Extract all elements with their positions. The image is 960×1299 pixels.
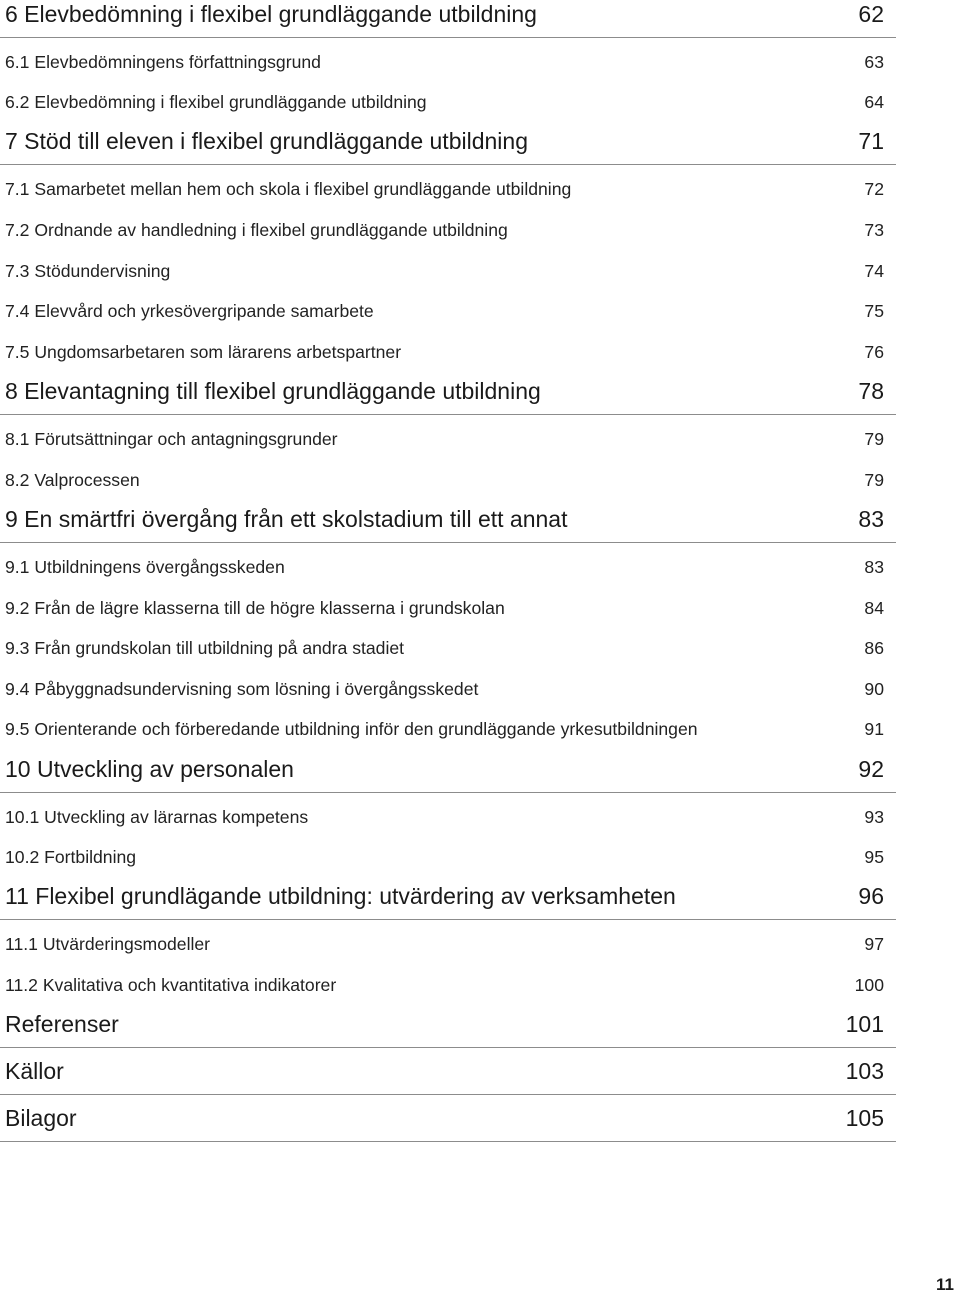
- toc-entry-title: 6.2 Elevbedömning i flexibel grundläggande utbildning: [5, 92, 427, 112]
- toc-section-9-1[interactable]: [0, 556, 896, 586]
- toc-section-6-1[interactable]: [0, 51, 896, 81]
- toc-entry-page: 90: [864, 679, 884, 699]
- toc-entry-page: 96: [858, 883, 884, 909]
- toc-entry-page: 79: [864, 429, 884, 449]
- toc-chapter-11[interactable]: [0, 882, 896, 920]
- toc-entry-title: 9.4 Påbyggnadsundervisning som lösning i övergångsskedet: [5, 679, 479, 699]
- toc-section-10-2[interactable]: [0, 846, 896, 876]
- toc-entry-page: 103: [845, 1058, 884, 1084]
- toc-entry-page: 93: [864, 807, 884, 827]
- toc-chapter-7[interactable]: [0, 127, 896, 165]
- toc-section-6-2[interactable]: [0, 91, 896, 121]
- toc-referenser[interactable]: [0, 1010, 896, 1048]
- toc-entry-title: 11 Flexibel grundlägande utbildning: utvärdering av verksamheten: [5, 883, 676, 909]
- toc-entry-title: 7.2 Ordnande av handledning i flexibel grundläggande utbildning: [5, 220, 508, 240]
- toc-entry-title: 7.5 Ungdomsarbetaren som lärarens arbetspartner: [5, 342, 402, 362]
- toc-chapter-9[interactable]: [0, 505, 896, 543]
- toc-entry-title: 10 Utveckling av personalen: [5, 756, 294, 782]
- toc-entry-title: 7.4 Elevvård och yrkesövergripande samarbete: [5, 301, 374, 321]
- toc-entry-title: 9.1 Utbildningens övergångsskeden: [5, 557, 285, 577]
- toc-entry-page: 64: [864, 92, 884, 112]
- toc-entry-page: 100: [854, 975, 884, 995]
- toc-entry-page: 72: [864, 179, 884, 199]
- toc-section-8-2[interactable]: [0, 469, 896, 499]
- toc-entry-page: 91: [864, 719, 884, 739]
- toc-entry-title: Bilagor: [5, 1105, 77, 1131]
- toc-section-9-3[interactable]: [0, 637, 896, 667]
- toc-entry-page: 73: [864, 220, 884, 240]
- toc-section-11-2[interactable]: [0, 974, 896, 1004]
- toc-entry-title: 10.1 Utveckling av lärarnas kompetens: [5, 807, 309, 827]
- toc-entry-title: Källor: [5, 1058, 64, 1084]
- toc-section-8-1[interactable]: [0, 428, 896, 458]
- toc-entry-page: 83: [858, 506, 884, 532]
- toc-entry-page: 62: [858, 1, 884, 27]
- toc-entry-page: 95: [864, 847, 884, 867]
- toc-entry-title: 11.1 Utvärderingsmodeller: [5, 934, 211, 954]
- toc-kallor[interactable]: [0, 1057, 896, 1095]
- toc-entry-page: 79: [864, 470, 884, 490]
- toc-entry-title: 8.2 Valprocessen: [5, 470, 140, 490]
- toc-entry-page: 86: [864, 638, 884, 658]
- toc-section-9-4[interactable]: [0, 678, 896, 708]
- toc-entry-page: 92: [858, 756, 884, 782]
- toc-section-7-2[interactable]: [0, 219, 896, 249]
- toc-entry-title: 7.3 Stödundervisning: [5, 261, 171, 281]
- toc-entry-title: 9.3 Från grundskolan till utbildning på andra stadiet: [5, 638, 405, 658]
- toc-section-7-5[interactable]: [0, 341, 896, 371]
- toc-entry-page: 71: [858, 128, 884, 154]
- toc-section-7-3[interactable]: [0, 260, 896, 290]
- toc-chapter-8[interactable]: [0, 377, 896, 415]
- toc-section-11-1[interactable]: [0, 933, 896, 963]
- toc-section-10-1[interactable]: [0, 806, 896, 836]
- toc-entry-title: 8.1 Förutsättningar och antagningsgrunder: [5, 429, 338, 449]
- toc-section-9-2[interactable]: [0, 597, 896, 627]
- toc-entry-title: 7 Stöd till eleven i flexibel grundläggande utbildning: [5, 128, 528, 154]
- page-number: 11: [936, 1275, 954, 1294]
- toc-chapter-6[interactable]: [0, 0, 896, 38]
- toc-entry-title: 9 En smärtfri övergång från ett skolstadium till ett annat: [5, 506, 568, 532]
- toc-entry-title: 7.1 Samarbetet mellan hem och skola i flexibel grundläggande utbildning: [5, 179, 572, 199]
- toc-entry-page: 101: [845, 1011, 884, 1037]
- toc-entry-page: 76: [864, 342, 884, 362]
- toc-chapter-10[interactable]: [0, 755, 896, 793]
- toc-entry-page: 97: [864, 934, 884, 954]
- toc-bilagor[interactable]: [0, 1104, 896, 1142]
- toc-entry-page: 78: [858, 378, 884, 404]
- toc-section-7-1[interactable]: [0, 178, 896, 208]
- toc-entry-title: 8 Elevantagning till flexibel grundläggande utbildning: [5, 378, 541, 404]
- toc-entry-page: 84: [864, 598, 884, 618]
- toc-entry-title: Referenser: [5, 1011, 119, 1037]
- toc-entry-title: 6.1 Elevbedömningens författningsgrund: [5, 52, 321, 72]
- toc-entry-page: 74: [864, 261, 884, 281]
- toc-entry-page: 63: [864, 52, 884, 72]
- toc-section-9-5[interactable]: [0, 718, 896, 748]
- toc-entry-title: 10.2 Fortbildning: [5, 847, 137, 867]
- toc-entry-title: 9.2 Från de lägre klasserna till de högre klasserna i grundskolan: [5, 598, 505, 618]
- toc-entry-title: 6 Elevbedömning i flexibel grundläggande utbildning: [5, 1, 537, 27]
- toc-section-7-4[interactable]: [0, 300, 896, 330]
- toc-entry-title: 9.5 Orienterande och förberedande utbildning inför den grundläggande yrkesutbildningen: [5, 719, 698, 739]
- toc-entry-page: 75: [864, 301, 884, 321]
- toc-entry-page: 83: [864, 557, 884, 577]
- toc-entry-title: 11.2 Kvalitativa och kvantitativa indikatorer: [5, 975, 337, 995]
- toc-entry-page: 105: [845, 1105, 884, 1131]
